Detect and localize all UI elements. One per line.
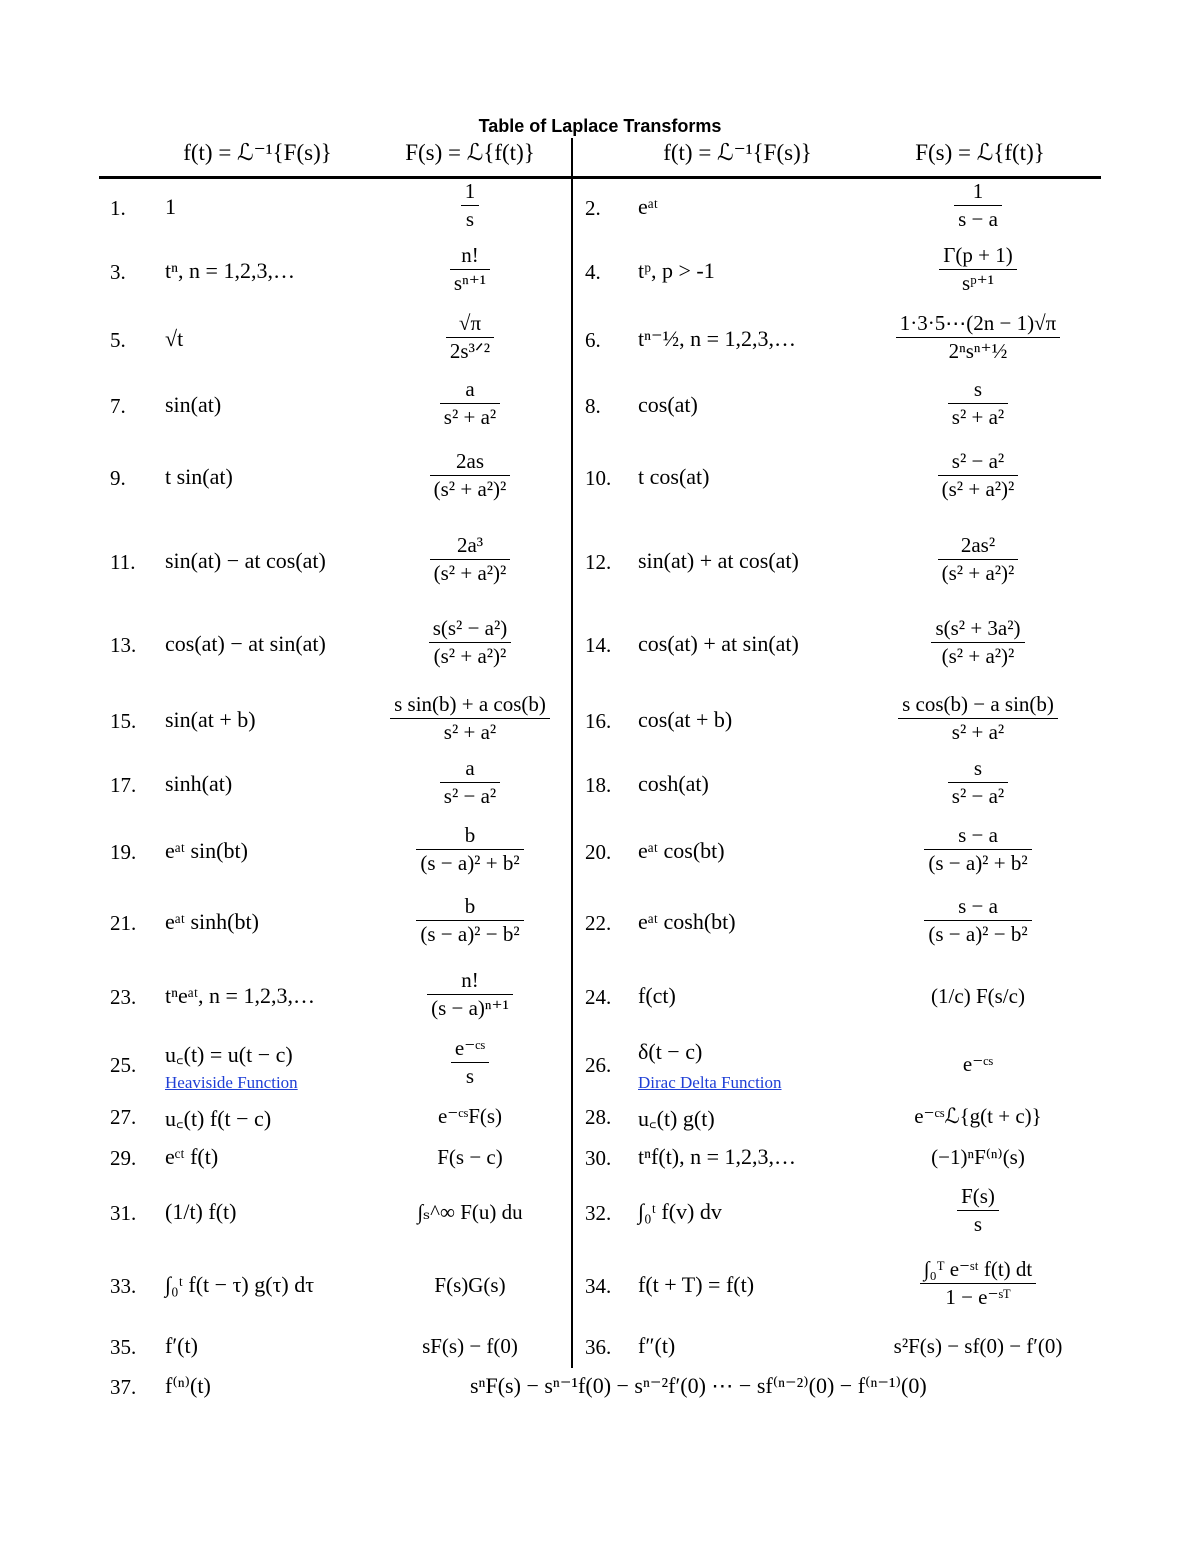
fraction (390, 691, 550, 747)
header-right-inverse: f(t) = ℒ⁻¹{F(s)} (663, 140, 812, 165)
fraction (898, 691, 1058, 747)
row-number: 27. (110, 1105, 137, 1129)
row-function: u꜀(t) f(t − c) (165, 1106, 272, 1131)
row-transform (868, 310, 1088, 366)
row-transform (868, 1104, 1088, 1129)
denominator: (s² + a²)² (931, 642, 1024, 670)
row-number: 32. (585, 1201, 612, 1225)
transform-expression: F(s)G(s) (434, 1273, 506, 1297)
row-function: sin(at) + at cos(at) (638, 548, 799, 573)
row-function: f(t + T) = f(t) (638, 1272, 755, 1297)
row-number: 1. (110, 196, 126, 220)
numerator: n! (461, 243, 479, 267)
row-transform (868, 615, 1088, 671)
row-number: 10. (585, 466, 612, 490)
function-reference-link[interactable]: Dirac Delta Function (638, 1073, 782, 1092)
row-number: 8. (585, 394, 601, 418)
row-number: 2. (585, 196, 601, 220)
numerator: s (973, 756, 983, 780)
fraction (924, 822, 1031, 878)
row-transform: sⁿF(s) − sⁿ⁻¹f(0) − sⁿ⁻²f′(0) ⋯ − sf⁽ⁿ⁻²⁾(0) − f⁽ⁿ⁻¹⁾(0) (470, 1373, 927, 1398)
row-transform (370, 178, 570, 234)
row-function: tⁿ, n = 1,2,3,… (165, 258, 295, 283)
row-transform (370, 822, 570, 878)
row-number: 6. (585, 328, 601, 352)
row-function: eᵃᵗ sin(bt) (165, 838, 248, 863)
row-transform (868, 242, 1088, 298)
row-number: 16. (585, 709, 612, 733)
row-transform (868, 1334, 1088, 1359)
row-function: 1 (165, 194, 176, 219)
row-number: 26. (585, 1053, 612, 1077)
row-function: tⁿeᵃᵗ, n = 1,2,3,… (165, 983, 315, 1008)
row-function: f′(t) (165, 1333, 198, 1358)
denominator: (s² + a²)² (938, 559, 1019, 587)
row-function: √t (165, 326, 184, 351)
fraction (461, 178, 480, 234)
fraction (948, 755, 1008, 811)
row-function: (1/t) f(t) (165, 1199, 237, 1224)
row-transform (868, 1052, 1088, 1077)
fraction (440, 755, 500, 811)
row-transform (370, 615, 570, 671)
row-function: sin(at + b) (165, 707, 256, 732)
fraction (954, 178, 1002, 234)
row-function: sin(at) − at cos(at) (165, 548, 326, 573)
row-function: sin(at) (165, 392, 222, 417)
denominator: (s − a)ⁿ⁺¹ (427, 994, 513, 1022)
numerator: n! (461, 968, 479, 992)
transform-expression: ∫ₛ^∞ F(u) du (417, 1200, 523, 1224)
numerator: b (464, 894, 476, 918)
numerator: s sin(b) + a cos(b) (394, 692, 546, 716)
fraction (939, 242, 1016, 298)
row-number: 35. (110, 1335, 137, 1359)
row-number: 24. (585, 985, 612, 1009)
row-number: 36. (585, 1335, 612, 1359)
numerator: 1 (972, 179, 984, 203)
denominator: 2ⁿsⁿ⁺½ (896, 337, 1060, 365)
row-function: cos(at) − at sin(at) (165, 631, 326, 656)
numerator: s² − a² (951, 449, 1005, 473)
row-number: 37. (110, 1375, 137, 1399)
row-transform (868, 1256, 1088, 1312)
row-number: 13. (110, 633, 137, 657)
row-number: 14. (585, 633, 612, 657)
row-transform (370, 532, 570, 588)
numerator: s(s² − a²) (432, 616, 508, 640)
numerator: 2as (456, 449, 484, 473)
row-function: ∫₀ᵗ f(t − τ) g(τ) dτ (165, 1272, 315, 1297)
numerator: b (464, 823, 476, 847)
denominator: s² + a² (390, 718, 550, 746)
row-function: tⁿf(t), n = 1,2,3,… (638, 1144, 797, 1169)
transform-expression: e⁻ᶜˢF(s) (437, 1104, 503, 1128)
row-function: cosh(at) (638, 771, 709, 796)
denominator: s² + a² (898, 718, 1058, 746)
row-transform (868, 532, 1088, 588)
numerator: F(s) (961, 1184, 995, 1208)
transform-expression: sF(s) − f(0) (422, 1334, 518, 1358)
function-reference-link[interactable]: Heaviside Function (165, 1073, 298, 1092)
row-transform (370, 1334, 570, 1359)
row-number: 18. (585, 773, 612, 797)
header-right-transform: F(s) = ℒ{f(t)} (915, 140, 1045, 165)
row-transform (370, 242, 570, 298)
numerator: √π (458, 311, 482, 335)
row-number: 33. (110, 1274, 137, 1298)
row-function: eᶜᵗ f(t) (165, 1144, 219, 1169)
row-transform (868, 822, 1088, 878)
row-number: 28. (585, 1105, 612, 1129)
numerator: 2as² (960, 533, 996, 557)
numerator: 1 (464, 179, 476, 203)
row-function: eᵃᵗ cos(bt) (638, 838, 725, 863)
row-transform (370, 310, 570, 366)
denominator: (s − a)² − b² (416, 920, 523, 948)
row-transform (868, 376, 1088, 432)
row-transform (370, 1035, 570, 1091)
fraction (416, 822, 523, 878)
row-number: 31. (110, 1201, 137, 1225)
row-function: u꜀(t) g(t) (638, 1106, 715, 1131)
row-number: 29. (110, 1146, 137, 1170)
row-transform (868, 1145, 1088, 1170)
denominator: (s² + a²)² (430, 475, 511, 503)
denominator: s (451, 1062, 489, 1090)
row-number: 30. (585, 1146, 612, 1170)
row-transform (370, 448, 570, 504)
fraction (451, 1035, 489, 1091)
numerator: ∫₀ᵀ e⁻ˢᵗ f(t) dt (923, 1257, 1033, 1281)
denominator: s² − a² (440, 782, 500, 810)
fraction (430, 448, 511, 504)
row-transform (868, 755, 1088, 811)
numerator: 1·3·5⋯(2n − 1)√π (899, 311, 1057, 335)
transform-expression: (−1)ⁿF⁽ⁿ⁾(s) (931, 1145, 1025, 1169)
row-function: tⁿ⁻½, n = 1,2,3,… (638, 326, 797, 351)
row-number: 19. (110, 840, 137, 864)
denominator: (s² + a²)² (430, 559, 511, 587)
numerator: a (465, 756, 475, 780)
row-function: δ(t − c) (638, 1039, 703, 1064)
row-function: cos(at) + at sin(at) (638, 631, 799, 656)
fraction (948, 376, 1008, 432)
denominator: (s − a)² + b² (924, 849, 1031, 877)
fraction (920, 1256, 1036, 1312)
fraction (440, 376, 500, 432)
row-number: 11. (110, 550, 136, 574)
row-transform (370, 1104, 570, 1129)
fraction (429, 615, 512, 671)
fraction (924, 893, 1031, 949)
denominator: s − a (954, 205, 1002, 233)
column-divider (571, 138, 573, 1368)
row-function: t cos(at) (638, 464, 710, 489)
page-title: Table of Laplace Transforms (478, 116, 722, 136)
row-number: 22. (585, 911, 612, 935)
denominator: sⁿ⁺¹ (450, 269, 490, 297)
fraction (931, 615, 1024, 671)
numerator: 2a³ (456, 533, 484, 557)
row-number: 17. (110, 773, 137, 797)
row-function: u꜀(t) = u(t − c) (165, 1042, 293, 1067)
row-number: 7. (110, 394, 126, 418)
transform-expression: s²F(s) − sf(0) − f′(0) (893, 1334, 1063, 1358)
row-number: 12. (585, 550, 612, 574)
row-transform (868, 984, 1088, 1009)
fraction (427, 967, 513, 1023)
transform-expression: F(s − c) (437, 1145, 503, 1169)
row-number: 20. (585, 840, 612, 864)
header-left-inverse: f(t) = ℒ⁻¹{F(s)} (183, 140, 332, 165)
row-transform (370, 691, 570, 747)
row-number: 5. (110, 328, 126, 352)
header-left-transform: F(s) = ℒ{f(t)} (405, 140, 535, 165)
numerator: s(s² + 3a²) (935, 616, 1021, 640)
row-transform (370, 1145, 570, 1170)
denominator: s² + a² (440, 403, 500, 431)
row-function: f″(t) (638, 1333, 676, 1358)
row-function: eᵃᵗ (638, 194, 658, 219)
row-function: f⁽ⁿ⁾(t) (165, 1373, 211, 1398)
denominator: s² + a² (948, 403, 1008, 431)
denominator: s (957, 1210, 999, 1238)
row-function: cos(at + b) (638, 707, 733, 732)
row-transform (868, 178, 1088, 234)
row-function: t sin(at) (165, 464, 233, 489)
row-transform (370, 1273, 570, 1298)
row-number: 25. (110, 1053, 137, 1077)
numerator: a (465, 377, 475, 401)
denominator: s (461, 205, 480, 233)
fraction (430, 532, 511, 588)
row-function: tᵖ, p > -1 (638, 258, 715, 283)
transform-expression: e⁻ᶜˢℒ{g(t + c)} (914, 1104, 1042, 1128)
row-function: cos(at) (638, 392, 698, 417)
row-function: ∫₀ᵗ f(v) dv (638, 1199, 722, 1224)
row-function: eᵃᵗ cosh(bt) (638, 909, 736, 934)
transform-expression: (1/c) F(s/c) (931, 984, 1025, 1008)
row-transform (370, 376, 570, 432)
row-number: 9. (110, 466, 126, 490)
denominator: 2s³ᐟ² (446, 337, 494, 365)
row-transform (868, 691, 1088, 747)
row-transform (370, 1200, 570, 1225)
row-transform (370, 755, 570, 811)
row-number: 23. (110, 985, 137, 1009)
numerator: e⁻ᶜˢ (454, 1036, 486, 1060)
fraction (957, 1183, 999, 1239)
numerator: s − a (958, 823, 998, 847)
denominator: 1 − e⁻ˢᵀ (920, 1283, 1036, 1311)
row-transform (868, 448, 1088, 504)
denominator: (s² + a²)² (938, 475, 1019, 503)
row-number: 21. (110, 911, 137, 935)
row-function: eᵃᵗ sinh(bt) (165, 909, 259, 934)
denominator: sᵖ⁺¹ (939, 269, 1016, 297)
transform-expression: e⁻ᶜˢ (962, 1052, 994, 1076)
row-transform (370, 967, 570, 1023)
row-number: 15. (110, 709, 137, 733)
row-number: 3. (110, 260, 126, 284)
denominator: (s − a)² − b² (924, 920, 1031, 948)
fraction (938, 532, 1019, 588)
numerator: s (973, 377, 983, 401)
row-transform (868, 1183, 1088, 1239)
numerator: Γ(p + 1) (943, 243, 1013, 267)
denominator: (s² + a²)² (429, 642, 512, 670)
fraction (450, 242, 490, 298)
row-function: sinh(at) (165, 771, 233, 796)
denominator: s² − a² (948, 782, 1008, 810)
row-number: 4. (585, 260, 601, 284)
fraction (416, 893, 523, 949)
denominator: (s − a)² + b² (416, 849, 523, 877)
row-transform (868, 893, 1088, 949)
numerator: s − a (958, 894, 998, 918)
numerator: s cos(b) − a sin(b) (902, 692, 1054, 716)
row-function: f(ct) (638, 983, 676, 1008)
fraction (938, 448, 1019, 504)
fraction (446, 310, 494, 366)
row-transform (370, 893, 570, 949)
fraction (896, 310, 1060, 366)
row-number: 34. (585, 1274, 612, 1298)
